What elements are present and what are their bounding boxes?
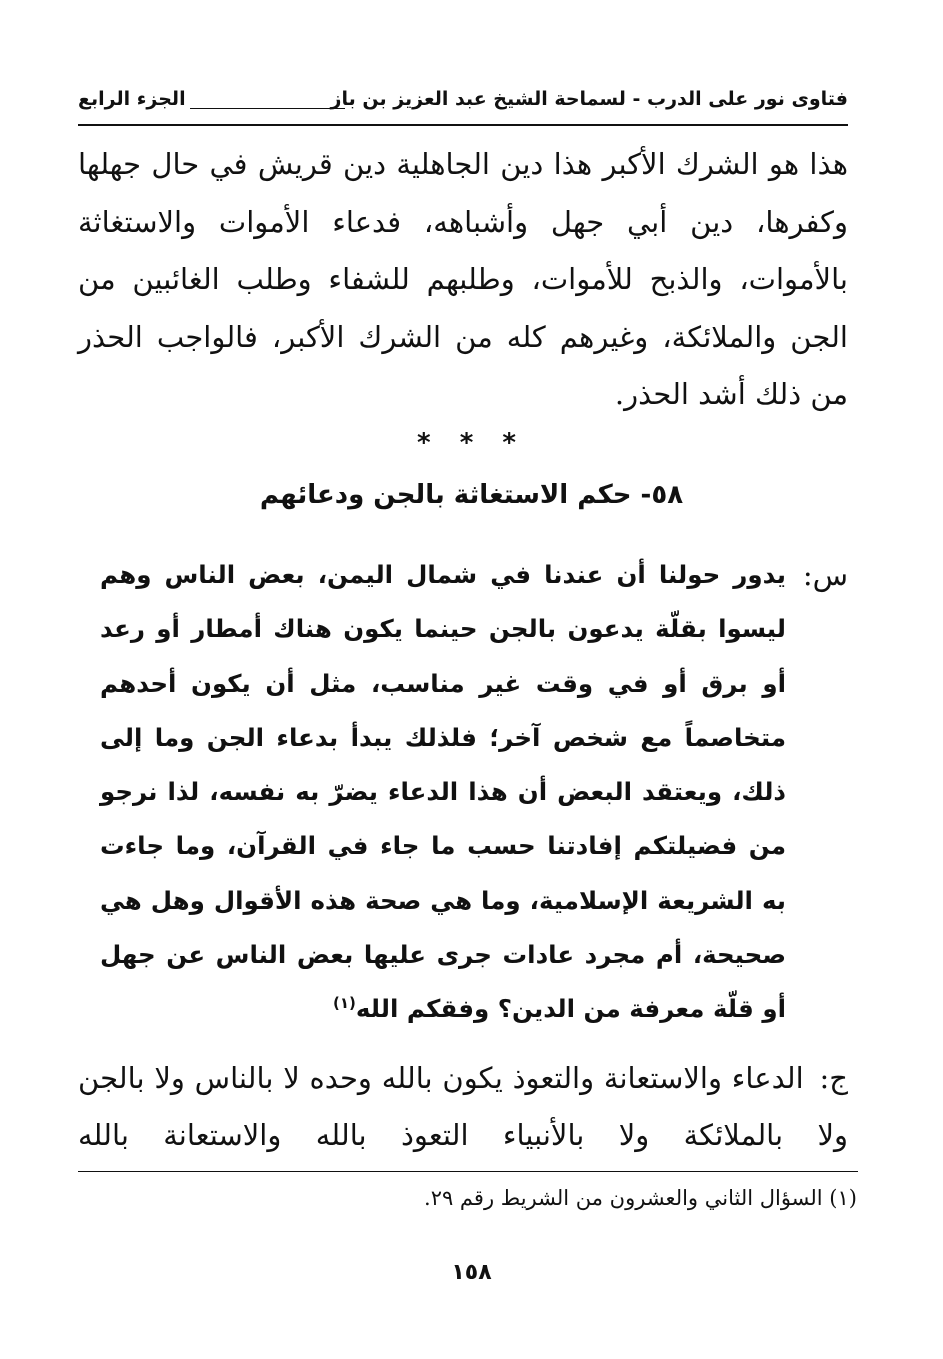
section-separator: * * * bbox=[417, 428, 526, 458]
question-block bbox=[100, 548, 848, 1037]
answer-text: الدعاء والاستعانة والتعوذ يكون بالله وحده لا بالناس ولا بالجن ولا بالملائكة ولا بالأنبياء التعوذ بالله والاستعانة بالله bbox=[78, 1061, 848, 1152]
header-divider bbox=[78, 124, 848, 126]
volume-label: الجزء الرابع bbox=[78, 88, 186, 110]
question-label: س: bbox=[802, 558, 848, 592]
book-title: فتاوى نور على الدرب - لسماحة الشيخ عبد العزيز بن باز bbox=[330, 88, 848, 110]
footnote-text: (١) السؤال الثاني والعشرون من الشريط رقم ٢٩. bbox=[424, 1186, 857, 1210]
footnote-reference[interactable]: (١) bbox=[333, 994, 356, 1013]
opening-paragraph: هذا هو الشرك الأكبر هذا دين الجاهلية دين قريش في حال جهلها وكفرها، دين أبي جهل وأشباهه، فدعاء الأموات والاستغاثة بالأموات، والذبح للأموات، وطلبهم للشفاء وطلب الغائبين من الجن والملائكة، وغيرهم كله من الشرك الأكبر، فالواجب الحذر من ذلك أشد الحذر. bbox=[78, 147, 848, 411]
answer-block bbox=[78, 1050, 848, 1164]
answer-label: ج: bbox=[819, 1061, 848, 1095]
footnote-divider bbox=[78, 1171, 858, 1172]
header-rule bbox=[190, 108, 345, 109]
question-text: يدور حولنا أن عندنا في شمال اليمن، بعض الناس وهم ليسوا بقلّة يدعون بالجن حينما يكون هناك أمطار أو رعد أو برق أو في وقت غير مناسب، مثل أن يكون أحدهم متخاصماً مع شخص آخر؛ فلذلك يبدأ بدعاء الجن وما إلى ذلك، ويعتقد البعض أن هذا الدعاء يضرّ به نفسه، لذا نرجو من فضيلتكم إفادتنا حسب ما جاء في القرآن، وما جاءت به الشريعة الإسلامية، وما هي صحة هذه الأقوال وهل هي صحيحة، أم مجرد عادات جرى عليها بعض الناس عن جهل أو قلّة معرفة من الدين؟ وفقكم الله bbox=[100, 560, 786, 1024]
section-title: ٥٨- حكم الاستغاثة بالجن ودعائهم bbox=[259, 480, 684, 510]
running-header bbox=[78, 82, 848, 122]
question-text-container bbox=[100, 548, 786, 1037]
page-number: ١٥٨ bbox=[451, 1260, 492, 1285]
